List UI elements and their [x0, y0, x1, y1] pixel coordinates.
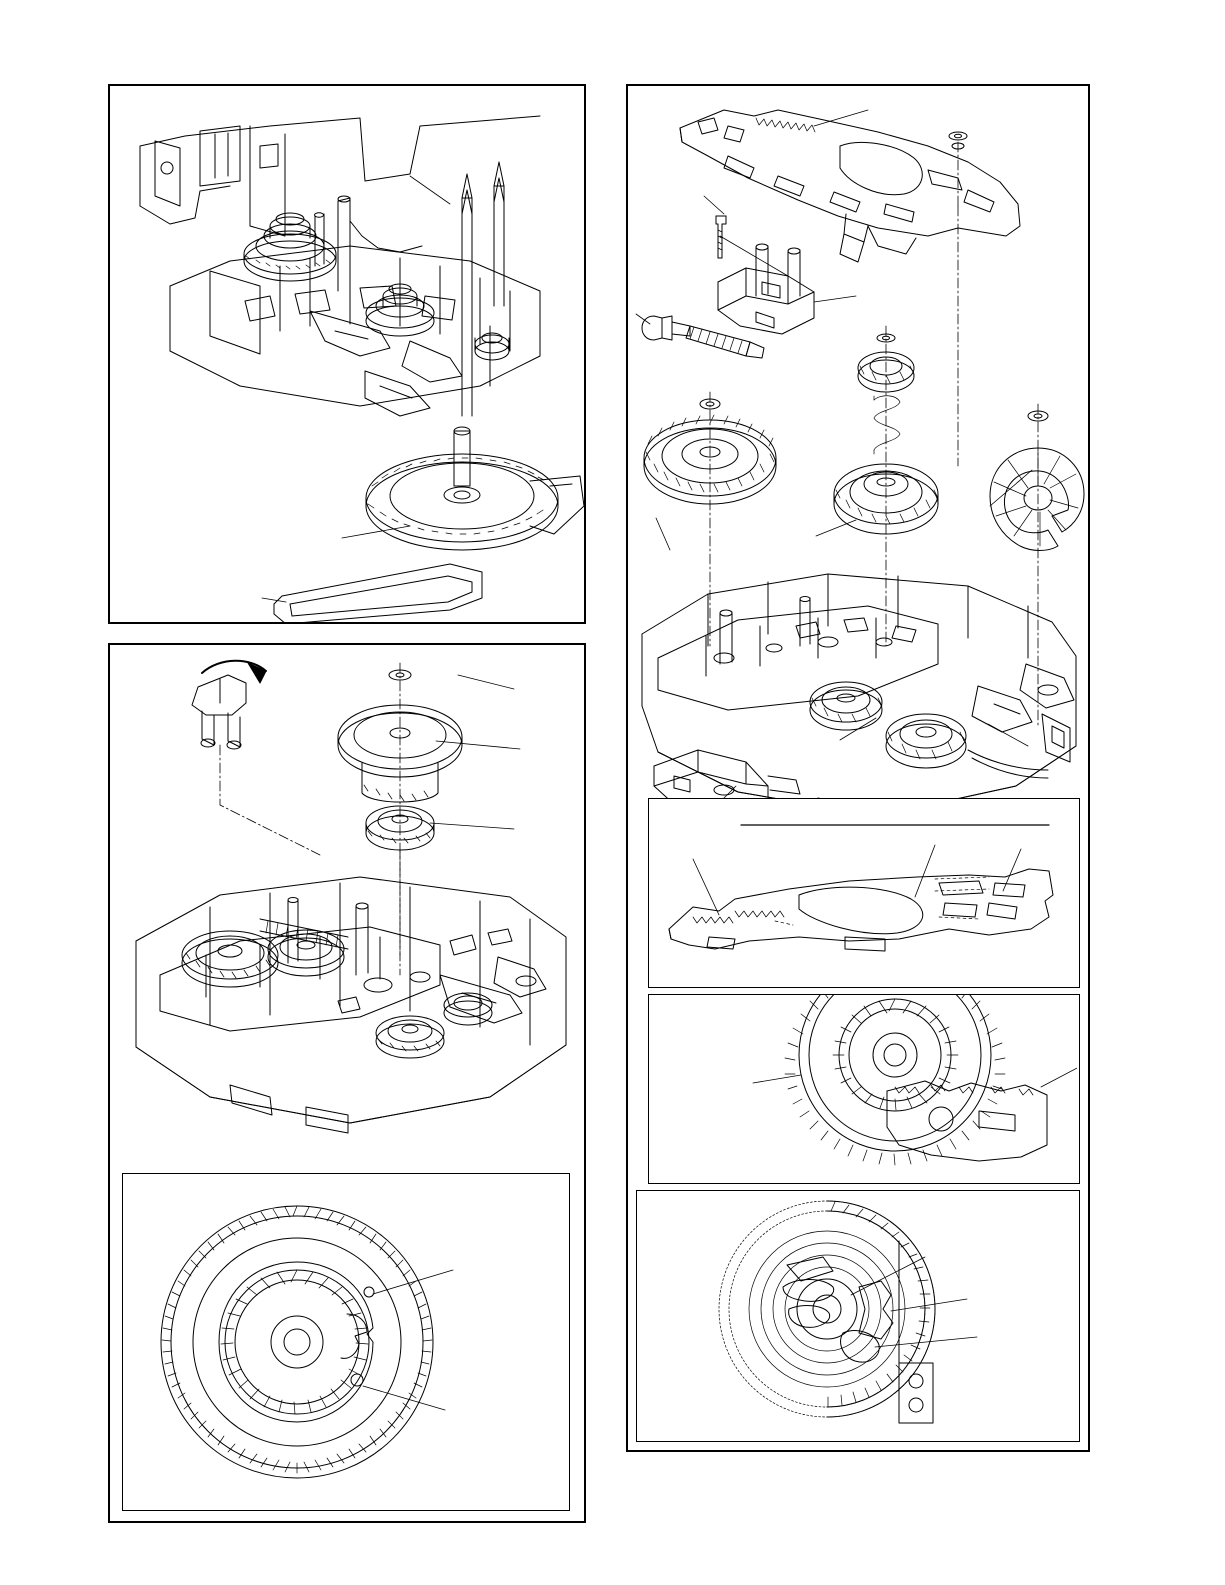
figure-cam-gear-switch	[637, 1191, 1077, 1439]
panel-slider-rack-detail	[648, 798, 1080, 988]
panel-cam-gear-switch-detail	[636, 1190, 1080, 1442]
panel-cam-gear-detail	[122, 1173, 570, 1511]
panel-gear-rack-mesh-detail	[648, 994, 1080, 1184]
panel-loading-motor-gear-assembly	[108, 643, 586, 1523]
panel-capstan-flywheel-belt-assembly	[108, 84, 586, 624]
figure-cam-gear-detail	[123, 1174, 567, 1508]
panel-loading-slider-gear-train-exploded	[626, 84, 1090, 1452]
figure-gear-rack-mesh	[649, 995, 1077, 1181]
figure-capstan-flywheel	[110, 86, 584, 622]
figure-slider-rack-detail	[649, 799, 1077, 985]
